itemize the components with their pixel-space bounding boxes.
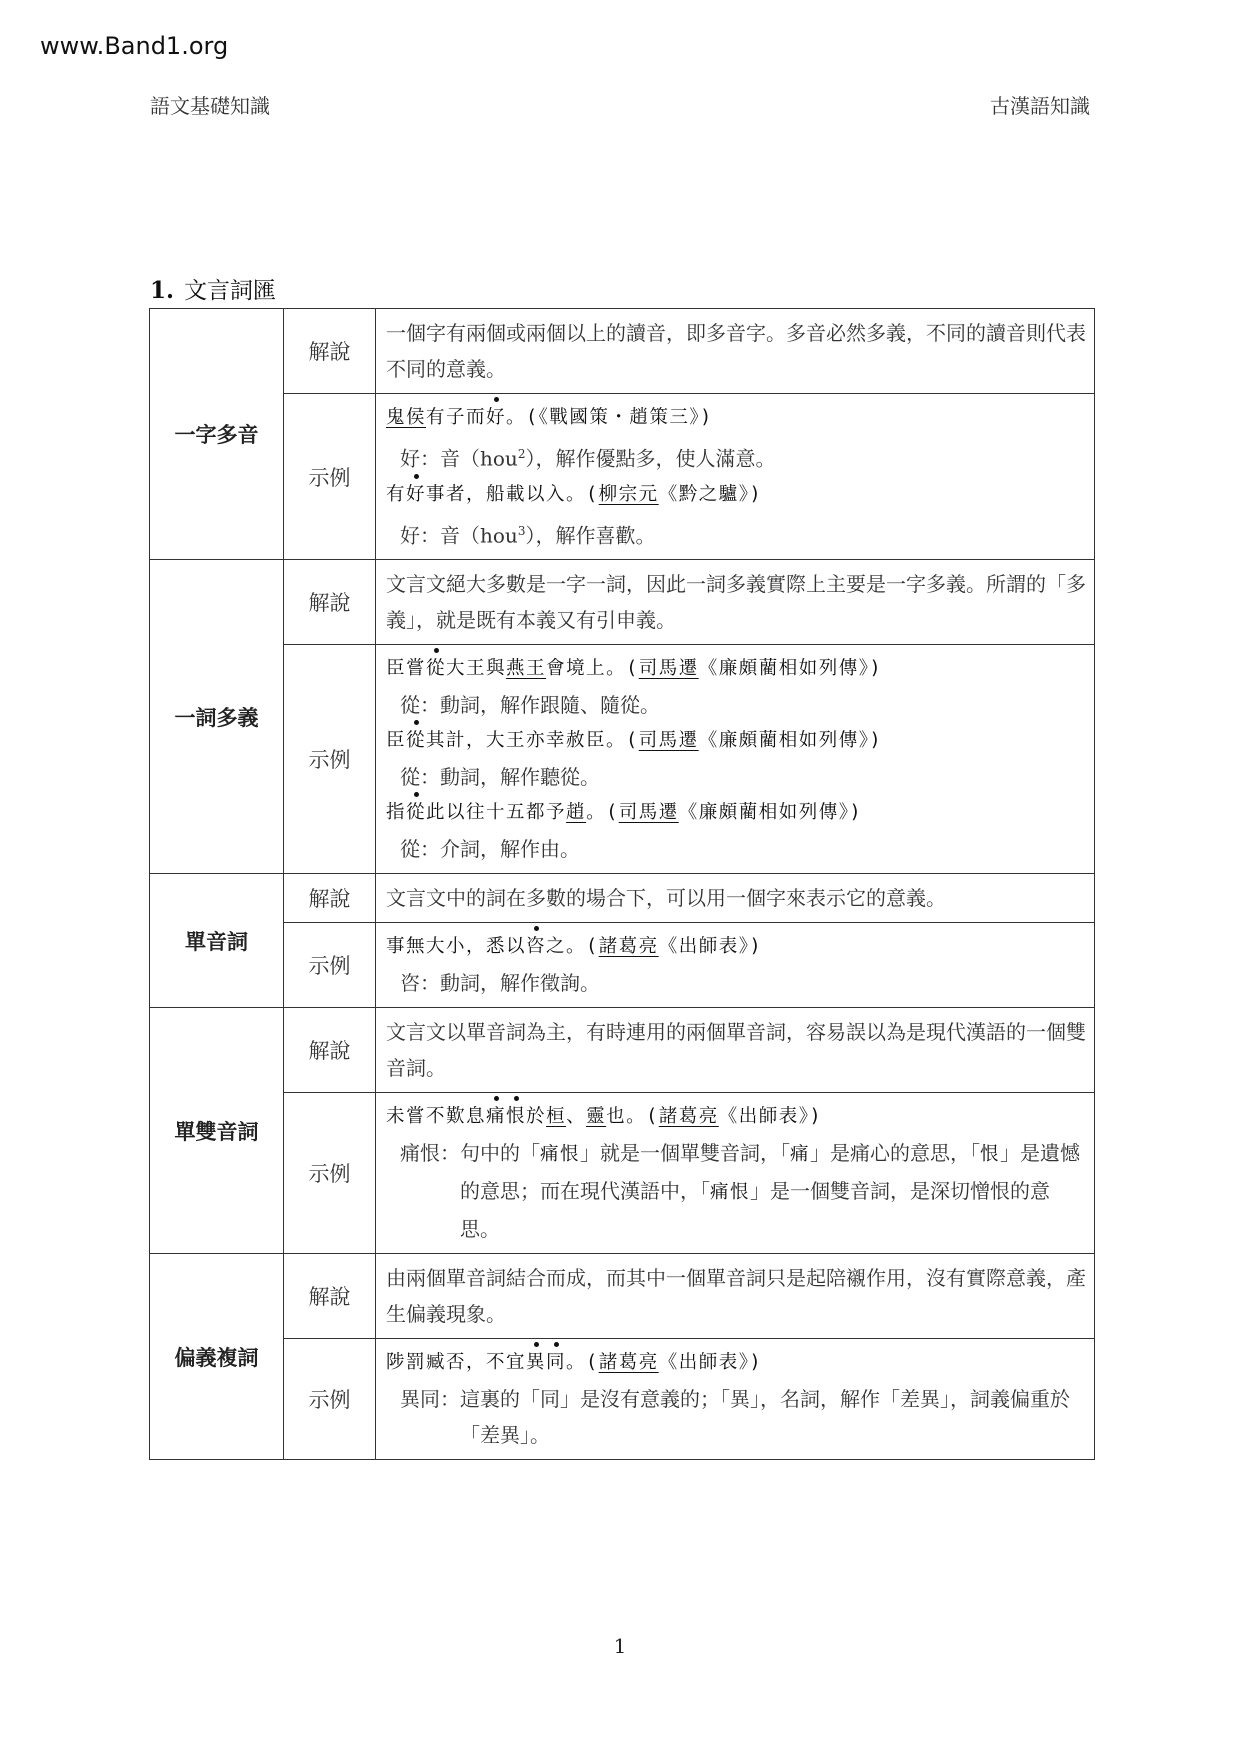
section-number: 1.: [150, 277, 175, 304]
example-quote: 臣從其計，大王亦幸赦臣。(司馬遷《廉頗藺相如列傳》): [386, 723, 1086, 759]
table-row: [150, 1008, 1095, 1093]
explain-label: 解說: [284, 874, 376, 923]
table-row: [150, 560, 1095, 645]
example-gloss: 從：介詞，解作由。: [400, 837, 580, 862]
emphasis-dot: 從: [426, 651, 446, 687]
vocabulary-table: [149, 308, 1095, 1460]
table-row: [150, 923, 1095, 1008]
example-label: 示例: [284, 645, 376, 874]
explain-label: 解說: [284, 1008, 376, 1093]
explanation-text: 由兩個單音詞結合而成，而其中一個單音詞只是起陪襯作用，沒有實際意義，產生偏義現象。: [376, 1254, 1095, 1339]
examples-cell: [376, 1339, 1095, 1460]
explanation-text: 一個字有兩個或兩個以上的讀音，即多音字。多音必然多義，不同的讀音則代表不同的意義。: [376, 309, 1095, 394]
emphasis-dot: 從: [406, 795, 426, 831]
example-gloss: 異同： 這裏的「同」是沒有意義的；「異」，名詞，解作「差異」，詞義偏重於「差異」。: [400, 1387, 1070, 1448]
emphasis-dot: 異: [526, 1345, 546, 1381]
emphasis-dot: 痛: [486, 1099, 506, 1135]
table-row: [150, 1339, 1095, 1460]
page-number: 1: [613, 1634, 627, 1658]
example-gloss: 從：動詞，解作聽從。: [400, 765, 600, 790]
table-row: [150, 1093, 1095, 1254]
explanation-text: 文言文以單音詞為主，有時連用的兩個單音詞，容易誤以為是現代漢語的一個雙音詞。: [376, 1008, 1095, 1093]
example-gloss: 好：音（hou$^2$），解作優點多，使人滿意。: [400, 446, 776, 471]
table-row: [150, 1254, 1095, 1339]
example-label: 示例: [284, 1339, 376, 1460]
header-left: 語文基礎知識: [150, 94, 270, 118]
section-title-text: 文言詞匯: [184, 278, 277, 304]
example-gloss: 咨：動詞，解作徵詢。: [400, 971, 600, 996]
site-watermark: www.Band1.org: [40, 32, 229, 60]
example-gloss: 痛恨： 句中的「痛恨」就是一個單雙音詞，「痛」是痛心的意思，「恨」是遺憾的意思；而在現代漢語中，「痛恨」是一個雙音詞，是深切憎恨的意思。: [400, 1141, 1081, 1242]
explain-label: 解說: [284, 309, 376, 394]
example-label: 示例: [284, 1093, 376, 1254]
table-row: [150, 394, 1095, 560]
emphasis-dot: 好: [406, 477, 426, 513]
emphasis-dot: 同: [546, 1345, 566, 1381]
example-gloss: 好：音（hou$^3$），解作喜歡。: [400, 523, 656, 548]
emphasis-dot: 咨: [526, 929, 546, 965]
examples-cell: [376, 923, 1095, 1008]
example-gloss: 從：動詞，解作跟隨、隨從。: [400, 693, 660, 718]
explain-label: 解說: [284, 1254, 376, 1339]
example-quote: 陟罰臧否，不宜異同。(諸葛亮《出師表》): [386, 1345, 1086, 1381]
example-quote: 事無大小，悉以咨之。(諸葛亮《出師表》): [386, 929, 1086, 965]
example-quote: 指從此以往十五都予趙。(司馬遷《廉頗藺相如列傳》): [386, 795, 1086, 831]
example-quote: 臣嘗從大王與燕王會境上。(司馬遷《廉頗藺相如列傳》): [386, 651, 1086, 687]
explanation-text: 文言文絕大多數是一字一詞，因此一詞多義實際上主要是一字多義。所謂的「多義」，就是既有本義又有引申義。: [376, 560, 1095, 645]
explanation-text: 文言文中的詞在多數的場合下，可以用一個字來表示它的意義。: [376, 874, 1095, 923]
section-title: [150, 272, 276, 305]
emphasis-dot: 恨: [506, 1099, 526, 1135]
example-quote: 未嘗不歎息痛恨於桓、靈也。(諸葛亮《出師表》): [386, 1099, 1086, 1135]
examples-cell: [376, 394, 1095, 560]
category-cell: 單雙音詞: [150, 1008, 284, 1254]
header-right: 古漢語知識: [990, 94, 1090, 118]
table-row: [150, 309, 1095, 394]
table-row: [150, 645, 1095, 874]
examples-cell: [376, 1093, 1095, 1254]
example-quote: 鬼侯有子而好。(《戰國策・趙策三》): [386, 400, 1086, 436]
example-label: 示例: [284, 394, 376, 560]
emphasis-dot: 好: [486, 400, 506, 436]
example-label: 示例: [284, 923, 376, 1008]
explain-label: 解說: [284, 560, 376, 645]
category-cell: 一詞多義: [150, 560, 284, 874]
example-quote: 有好事者，船載以入。(柳宗元《黔之驢》): [386, 477, 1086, 513]
category-cell: 一字多音: [150, 309, 284, 560]
category-cell: 單音詞: [150, 874, 284, 1008]
emphasis-dot: 從: [406, 723, 426, 759]
category-cell: 偏義複詞: [150, 1254, 284, 1460]
table-row: [150, 874, 1095, 923]
examples-cell: [376, 645, 1095, 874]
